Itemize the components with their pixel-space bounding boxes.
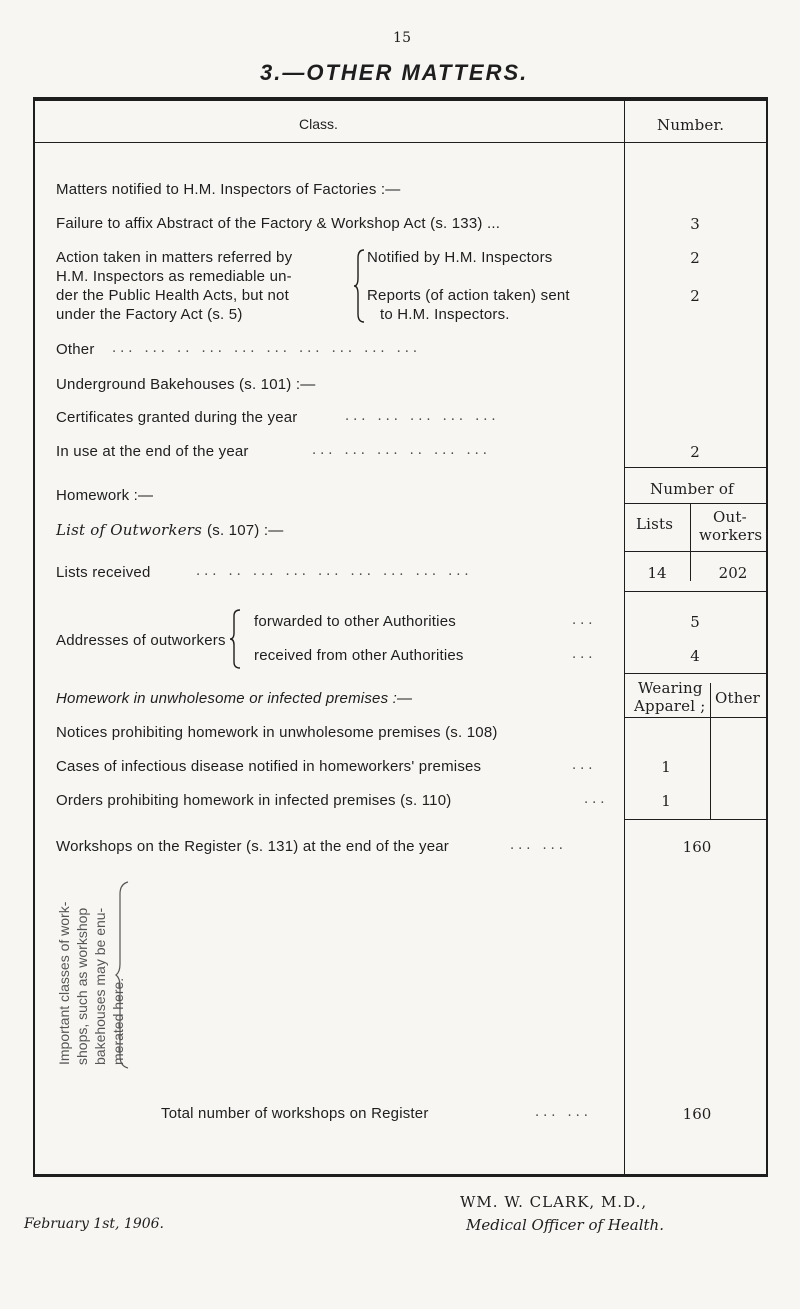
number-of-header: Number of	[650, 480, 734, 498]
reports-row-value: 2	[690, 287, 700, 305]
lists-bottom-rule	[624, 591, 766, 592]
orders-row-value: 1	[661, 792, 671, 810]
in-use-row-leader: ... ... ... .. ... ...	[312, 443, 491, 458]
table-right-rule	[766, 97, 768, 1177]
important-note-line-1: Important classes of work-	[56, 901, 72, 1065]
cases-row-leader: ...	[572, 758, 597, 773]
orders-row-leader: ...	[584, 792, 609, 807]
factories-heading: Matters notified to H.M. Inspectors of Factories :—	[56, 181, 401, 198]
failure-row-value: 3	[690, 215, 700, 233]
certificates-row-label: Certificates granted during the year	[56, 409, 298, 426]
action-line-4: under the Factory Act (s. 5)	[56, 306, 243, 323]
signature-name: WM. W. CLARK, M.D.,	[460, 1193, 648, 1211]
reports-row-label-2: to H.M. Inspectors.	[380, 306, 510, 323]
cases-row-label: Cases of infectious disease notified in homeworkers' premises	[56, 758, 482, 775]
important-note-line-2: shops, such as workshop	[74, 907, 90, 1065]
important-note-line-4: merated here.	[110, 977, 126, 1065]
lists-received-label: Lists received	[56, 564, 151, 581]
lists-header-rule	[624, 551, 766, 552]
orders-row-label: Orders prohibiting homework in infected premises (s. 110)	[56, 792, 452, 809]
received-row-value: 4	[690, 647, 700, 665]
other-col-header: Other	[715, 689, 761, 707]
lists-col-header: Lists	[636, 515, 674, 533]
outworkers-col-header-2: workers	[699, 526, 763, 544]
signature-date: February 1st, 1906.	[24, 1216, 164, 1232]
forwarded-row-value: 5	[690, 613, 700, 631]
action-line-3: der the Public Health Acts, but not	[56, 287, 289, 304]
in-use-row-value: 2	[690, 443, 700, 461]
column-divider	[624, 100, 625, 1174]
total-row-value: 160	[682, 1105, 712, 1123]
number-of-rule	[624, 503, 766, 504]
addresses-brace	[228, 608, 242, 670]
addresses-label: Addresses of outworkers	[56, 632, 226, 649]
certificates-row-leader: ... ... ... ... ...	[345, 409, 500, 424]
lists-received-leader: ... .. ... ... ... ... ... ... ...	[196, 564, 473, 579]
important-note-line-3: bakehouses may be enu-	[92, 907, 108, 1065]
action-brace	[352, 248, 366, 324]
signature-title: Medical Officer of Health.	[466, 1216, 664, 1234]
page-number: 15	[393, 30, 412, 46]
in-use-row-label: In use at the end of the year	[56, 443, 249, 460]
wearing-header-1: Wearing	[638, 679, 703, 697]
failure-row-label: Failure to affix Abstract of the Factory & Workshop Act (s. 133) ...	[56, 215, 501, 232]
outworkers-list-section: (s. 107) :—	[207, 522, 284, 539]
header-rule	[35, 142, 766, 143]
other-row-leader: ... ... .. ... ... ... ... ... ... ...	[112, 341, 422, 356]
important-note-brace	[114, 880, 132, 1070]
orders-bottom-rule	[624, 819, 766, 820]
section-title: 3.—OTHER MATTERS.	[260, 60, 529, 85]
reports-row-label-1: Reports (of action taken) sent	[367, 287, 570, 304]
col-header-class: Class.	[299, 116, 338, 132]
lists-received-outworkers: 202	[718, 564, 748, 582]
notices-row-label: Notices prohibiting homework in unwholesome premises (s. 108)	[56, 724, 498, 741]
wearing-header-2: Apparel ;	[634, 697, 706, 715]
workshops-row-label: Workshops on the Register (s. 131) at the end of the year	[56, 838, 449, 855]
received-row-leader: ...	[572, 647, 597, 662]
table-left-rule	[33, 97, 35, 1177]
wearing-top-rule	[624, 673, 766, 674]
unwholesome-heading: Homework in unwholesome or infected premises :—	[56, 690, 413, 707]
action-line-1: Action taken in matters referred by	[56, 249, 293, 266]
table-top-rule	[33, 97, 768, 101]
number-of-top-rule	[624, 467, 766, 468]
received-row-label: received from other Authorities	[254, 647, 464, 664]
action-line-2: H.M. Inspectors as remediable un-	[56, 268, 292, 285]
wearing-divider	[710, 683, 711, 819]
workshops-row-leader: ... ...	[510, 838, 567, 853]
lists-received-lists: 14	[647, 564, 667, 582]
homework-heading: Homework :—	[56, 487, 154, 504]
outworkers-list-title: List of Outworkers	[56, 521, 203, 539]
forwarded-row-leader: ...	[572, 613, 597, 628]
bakehouses-heading: Underground Bakehouses (s. 101) :—	[56, 376, 316, 393]
notified-row-label: Notified by H.M. Inspectors	[367, 249, 553, 266]
forwarded-row-label: forwarded to other Authorities	[254, 613, 456, 630]
other-row-label: Other	[56, 341, 95, 358]
outworkers-list-heading	[56, 521, 283, 539]
total-row-leader: ... ...	[535, 1105, 592, 1120]
outworkers-col-header-1: Out-	[713, 508, 747, 526]
cases-row-value: 1	[661, 758, 671, 776]
wearing-header-rule	[624, 717, 766, 718]
table-bottom-rule	[33, 1174, 768, 1177]
lists-divider	[690, 503, 691, 581]
col-header-number: Number.	[657, 116, 725, 134]
workshops-row-value: 160	[682, 838, 712, 856]
notified-row-value: 2	[690, 249, 700, 267]
total-row-label: Total number of workshops on Register	[161, 1105, 429, 1122]
